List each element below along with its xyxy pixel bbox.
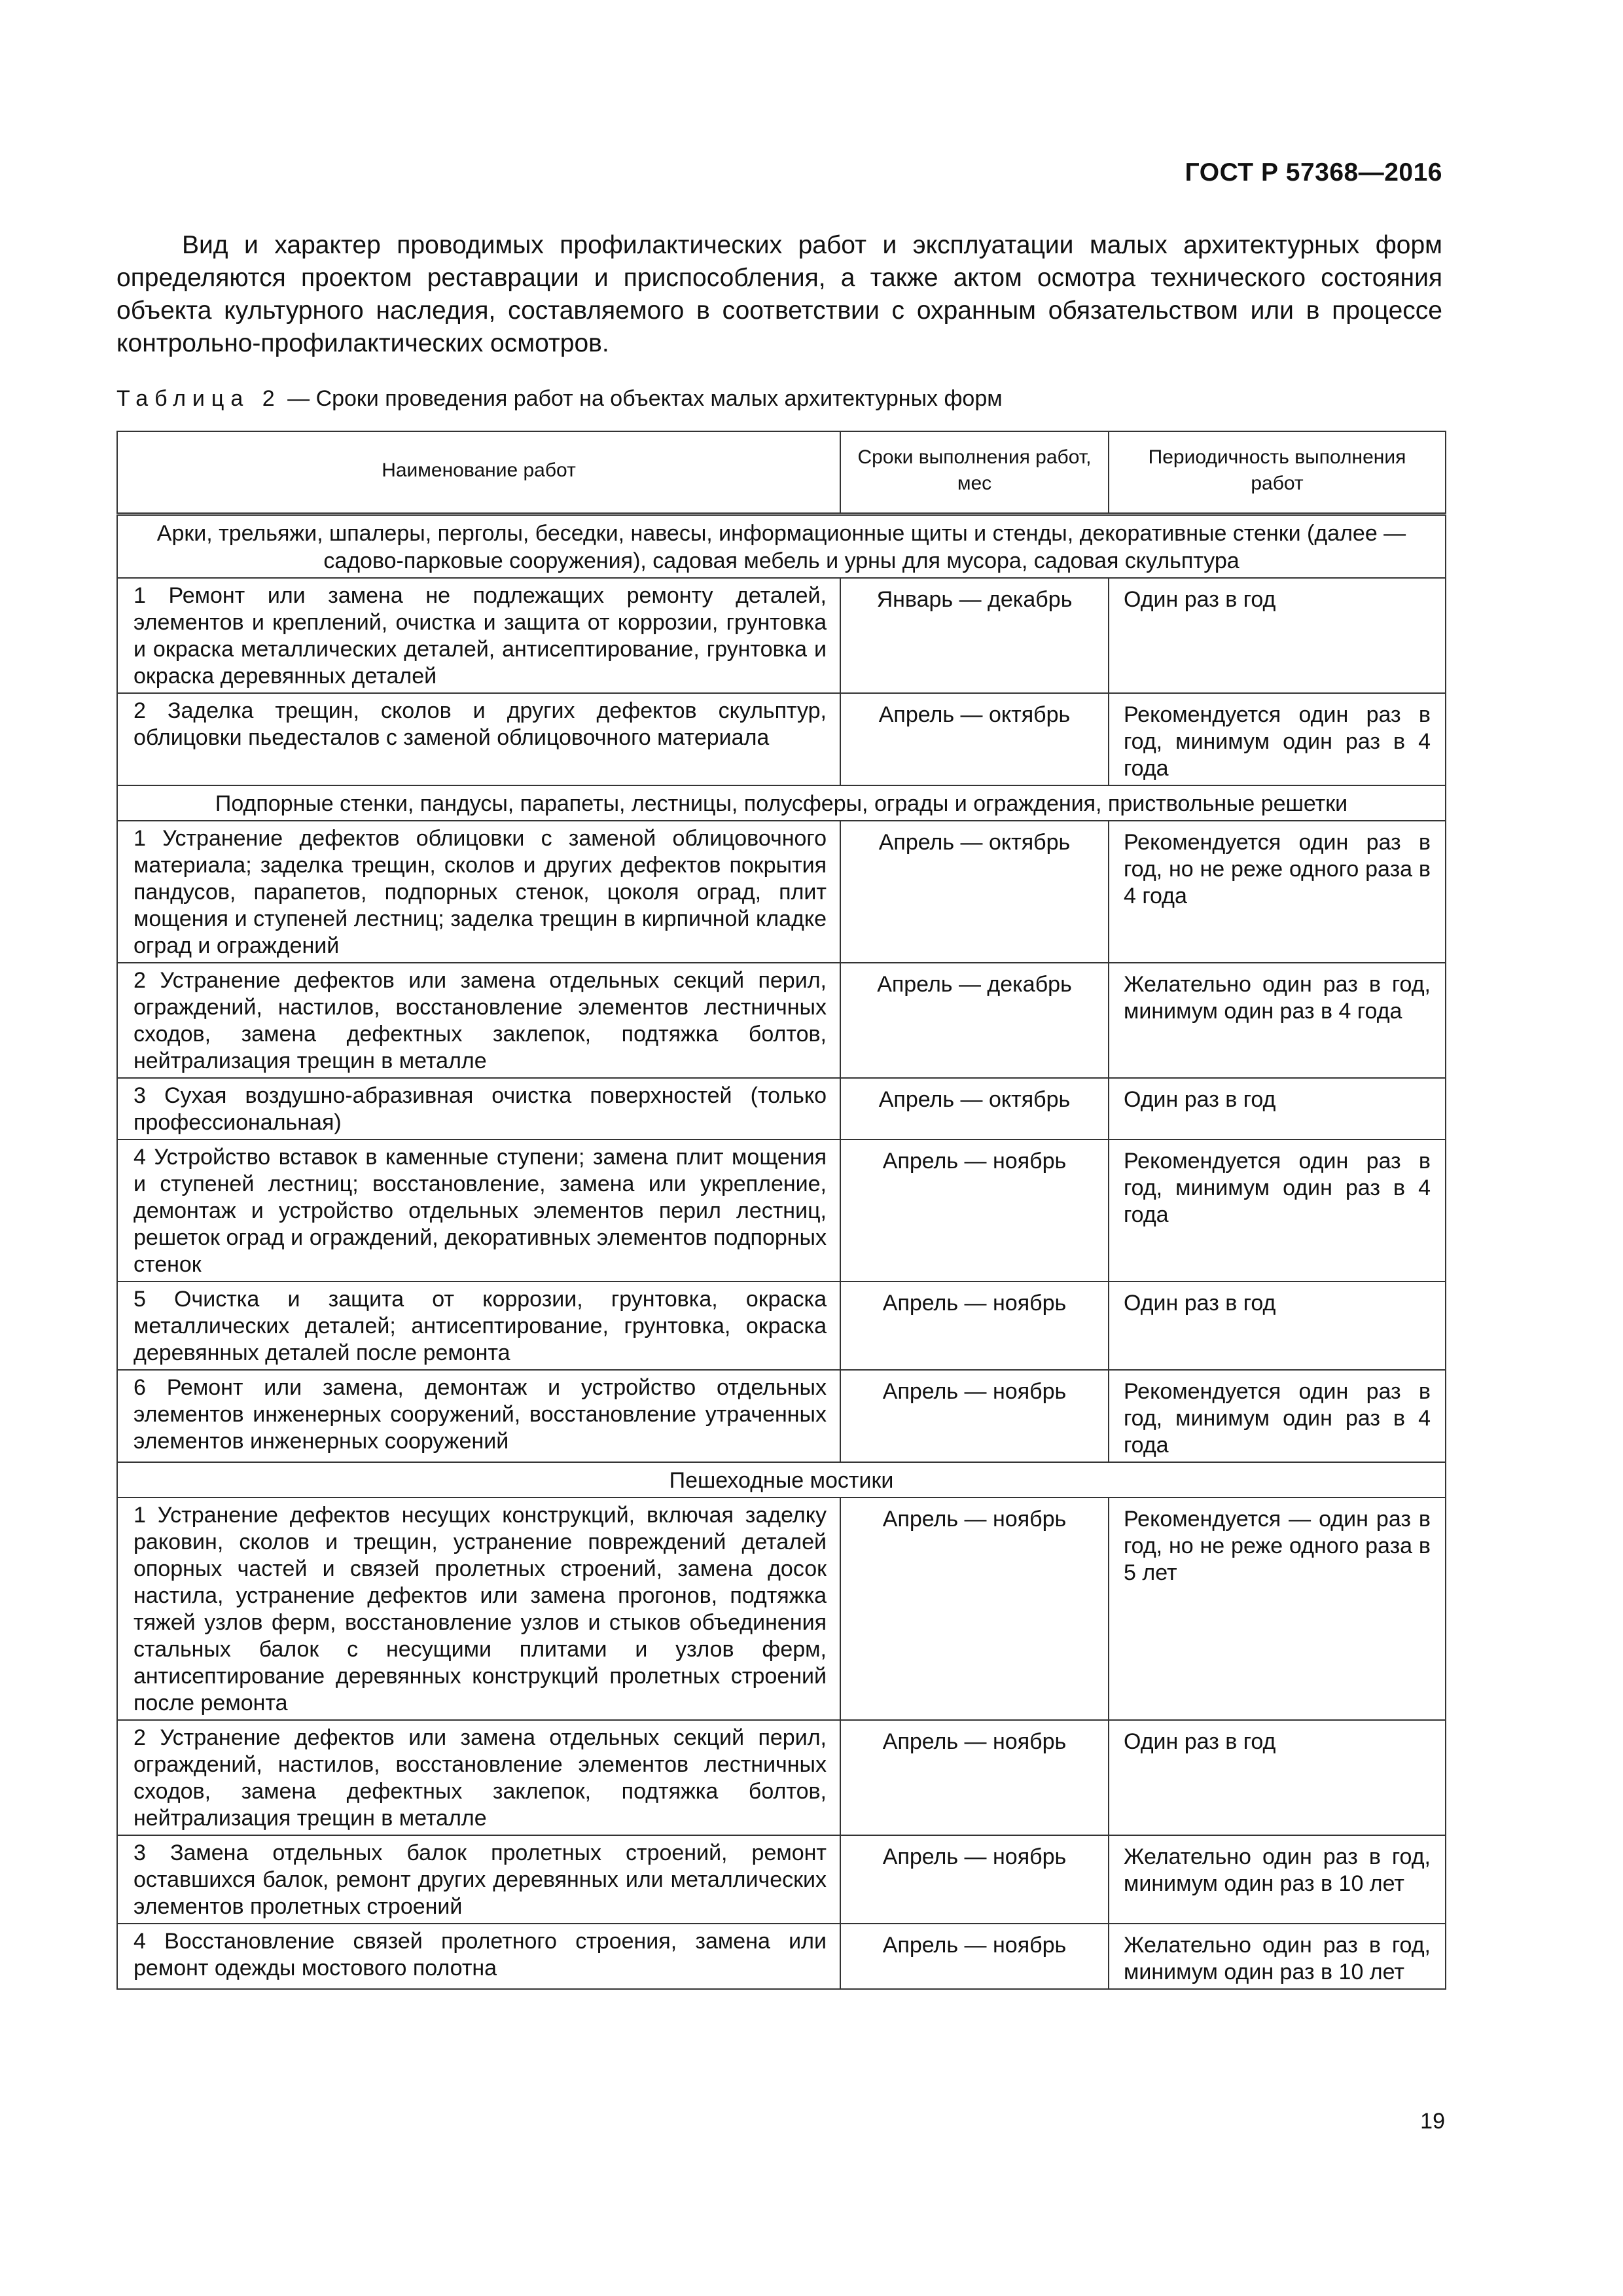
table-caption <box>116 386 1003 412</box>
periodicity-cell: Один раз в год <box>1109 1078 1446 1139</box>
term-cell: Январь — декабрь <box>840 578 1109 693</box>
table-row <box>117 1282 1446 1370</box>
periodicity-cell: Рекомендуется один раз в год, но не реже одного раза в 4 года <box>1109 821 1446 963</box>
table-row <box>117 1139 1446 1282</box>
table-row <box>117 1498 1446 1720</box>
work-name-cell: 3 Замена отдельных балок пролетных строений, ремонт оставшихся балок, ремонт других деревянных или металлических элементов пролетных строений <box>117 1835 840 1924</box>
table-row <box>117 693 1446 785</box>
periodicity-cell: Рекомендуется один раз в год, минимум один раз в 4 года <box>1109 1370 1446 1462</box>
intro-paragraph: Вид и характер проводимых профилактических работ и эксплуатации малых архитектурных форм определяются проектом реставрации и приспособления, а также актом осмотра технического состояния объекта культурного наследия, составляемого в соответствии с охранным обязательством или в процессе контрольно-профилактических осмотров. <box>116 231 1442 357</box>
work-name-cell: 1 Устранение дефектов несущих конструкций, включая заделку раковин, сколов и трещин, устранение повреждений деталей опорных частей и связей пролетных строений, замена досок настила, устранение дефектов или замена прогонов, подтяжка тяжей узлов ферм, восстановление узлов и стыков объединения стальных балок с несущими плитами и узлов ферм, антисептирование деревянных конструкций пролетных строений после ремонта <box>117 1498 840 1720</box>
table-row <box>117 821 1446 963</box>
work-name-cell: 2 Заделка трещин, сколов и других дефектов скульптур, облицовки пьедесталов с заменой облицовочного материала <box>117 693 840 785</box>
section-row <box>117 785 1446 821</box>
term-cell: Апрель — ноябрь <box>840 1370 1109 1462</box>
table-row <box>117 1720 1446 1835</box>
periodicity-cell: Рекомендуется один раз в год, минимум один раз в 4 года <box>1109 1139 1446 1282</box>
section-title: Пешеходные мостики <box>117 1462 1446 1498</box>
table-row <box>117 1370 1446 1462</box>
header-periodicity: Периодичность выполнения работ <box>1109 431 1446 514</box>
table-row <box>117 1835 1446 1924</box>
term-cell: Апрель — ноябрь <box>840 1282 1109 1370</box>
periodicity-cell: Один раз в год <box>1109 578 1446 693</box>
term-cell: Апрель — ноябрь <box>840 1835 1109 1924</box>
section-title: Арки, трельяжи, шпалеры, перголы, беседки, навесы, информационные щиты и стенды, декоративные стенки (далее — садово-парковые сооружения), садовая мебель и урны для мусора, садовая скульптура <box>117 514 1446 578</box>
periodicity-cell: Один раз в год <box>1109 1720 1446 1835</box>
term-cell: Апрель — ноябрь <box>840 1924 1109 1989</box>
table-caption-label: Таблица 2 <box>116 386 281 411</box>
work-name-cell: 3 Сухая воздушно-абразивная очистка поверхностей (только профессиональная) <box>117 1078 840 1139</box>
term-cell: Апрель — декабрь <box>840 963 1109 1078</box>
periodicity-cell: Один раз в год <box>1109 1282 1446 1370</box>
document-code: ГОСТ Р 57368—2016 <box>1185 158 1442 187</box>
term-cell: Апрель — ноябрь <box>840 1139 1109 1282</box>
work-name-cell: 4 Устройство вставок в каменные ступени; замена плит мощения и ступеней лестниц; восстановление, замена или укрепление, демонтаж и устройство отдельных элементов перил лестниц, решеток оград и ограждений, декоративных элементов подпорных стенок <box>117 1139 840 1282</box>
table-row <box>117 1924 1446 1989</box>
work-name-cell: 2 Устранение дефектов или замена отдельных секций перил, ограждений, настилов, восстановление элементов лестничных сходов, замена дефектных заклепок, подтяжка болтов, нейтрализация трещин в металле <box>117 963 840 1078</box>
periodicity-cell: Рекомендуется — один раз в год, но не реже одного раза в 5 лет <box>1109 1498 1446 1720</box>
work-name-cell: 2 Устранение дефектов или замена отдельных секций перил, ограждений, настилов, восстановление элементов лестничных сходов, замена дефектных заклепок, подтяжка болтов, нейтрализация трещин в металле <box>117 1720 840 1835</box>
work-name-cell: 6 Ремонт или замена, демонтаж и устройство отдельных элементов инженерных сооружений, восстановление утраченных элементов инженерных сооружений <box>117 1370 840 1462</box>
work-name-cell: 5 Очистка и защита от коррозии, грунтовка, окраска металлических деталей; антисептирование, грунтовка, окраска деревянных деталей после ремонта <box>117 1282 840 1370</box>
term-cell: Апрель — ноябрь <box>840 1498 1109 1720</box>
periodicity-cell: Желательно один раз в год, минимум один раз в 10 лет <box>1109 1924 1446 1989</box>
table-row <box>117 578 1446 693</box>
table-body <box>117 514 1446 1989</box>
section-row <box>117 1462 1446 1498</box>
term-cell: Апрель — ноябрь <box>840 1720 1109 1835</box>
table-header-row <box>117 431 1446 514</box>
table-row <box>117 963 1446 1078</box>
table-caption-text: — Сроки проведения работ на объектах малых архитектурных форм <box>281 386 1003 411</box>
periodicity-cell: Рекомендуется один раз в год, минимум один раз в 4 года <box>1109 693 1446 785</box>
works-schedule-table <box>116 431 1446 1990</box>
term-cell: Апрель — октябрь <box>840 693 1109 785</box>
table-row <box>117 1078 1446 1139</box>
section-title: Подпорные стенки, пандусы, парапеты, лестницы, полусферы, ограды и ограждения, приствольные решетки <box>117 785 1446 821</box>
page-number: 19 <box>1420 2109 1445 2134</box>
periodicity-cell: Желательно один раз в год, минимум один раз в 4 года <box>1109 963 1446 1078</box>
header-term: Сроки выполнения работ, мес <box>840 431 1109 514</box>
work-name-cell: 1 Устранение дефектов облицовки с заменой облицовочного материала; заделка трещин, сколов и других дефектов покрытия пандусов, парапетов, подпорных стенок, цоколя оград, плит мощения и ступеней лестниц; заделка трещин в кирпичной кладке оград и ограждений <box>117 821 840 963</box>
term-cell: Апрель — октябрь <box>840 821 1109 963</box>
term-cell: Апрель — октябрь <box>840 1078 1109 1139</box>
periodicity-cell: Желательно один раз в год, минимум один раз в 10 лет <box>1109 1835 1446 1924</box>
header-work-name: Наименование работ <box>117 431 840 514</box>
work-name-cell: 4 Восстановление связей пролетного строения, замена или ремонт одежды мостового полотна <box>117 1924 840 1989</box>
work-name-cell: 1 Ремонт или замена не подлежащих ремонту деталей, элементов и креплений, очистка и защита от коррозии, грунтовка и окраска металлических деталей, антисептирование, грунтовка и окраска деревянных деталей <box>117 578 840 693</box>
section-row <box>117 514 1446 578</box>
